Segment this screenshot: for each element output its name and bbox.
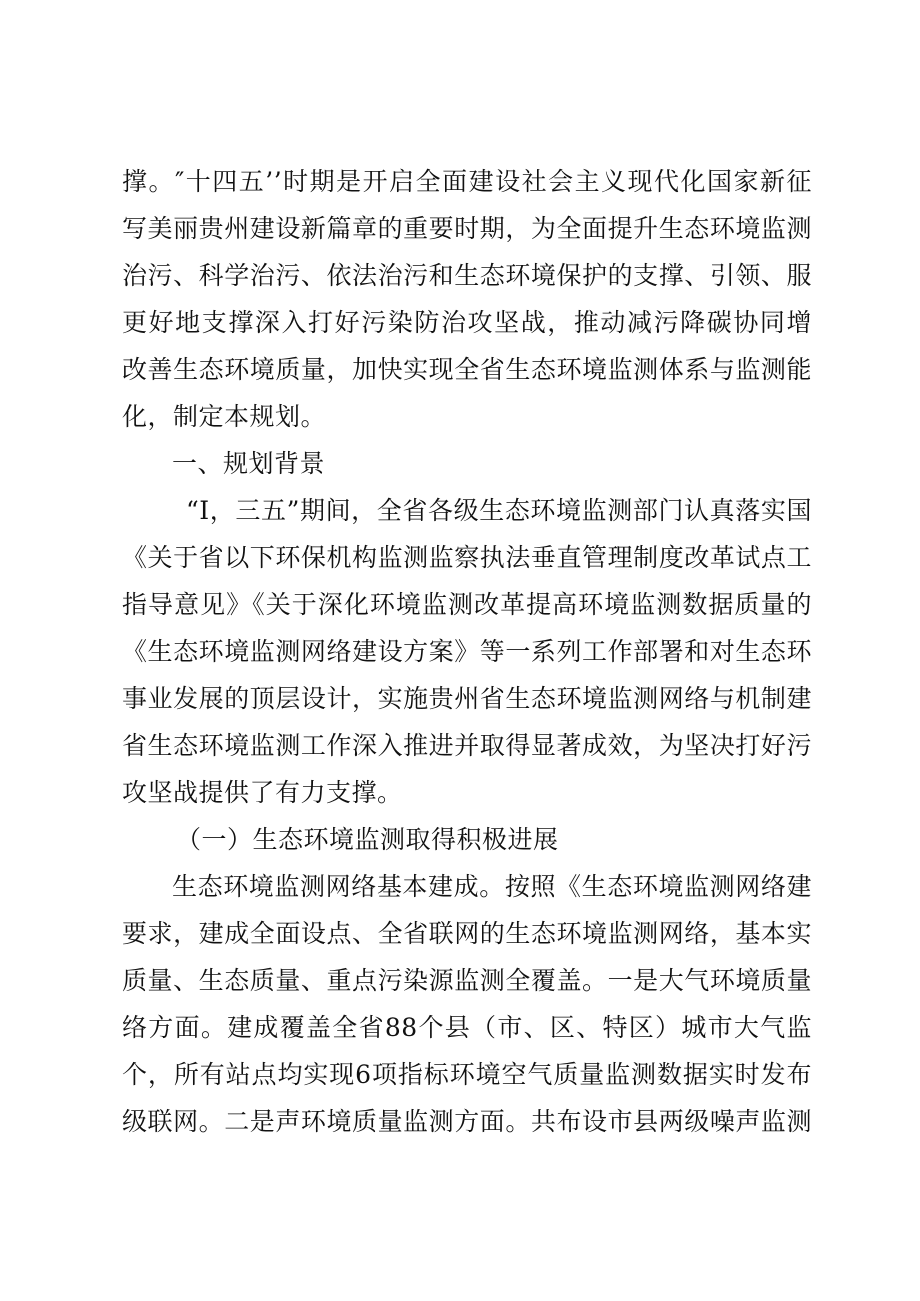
section-heading: 一、规划背景: [172, 449, 326, 478]
paragraph-line: 《生态环境监测网络建设方案》等一系列工作部署和对生态环: [122, 637, 812, 666]
paragraph-line: 更好地支撑深入打好污染防治攻坚战，推动减污降碳协同增: [122, 308, 812, 337]
paragraph-line: 个，所有站点均实现6项指标环境空气质量监测数据实时发布: [122, 1060, 812, 1089]
paragraph-line: 攻坚战提供了有力支撑。: [122, 778, 403, 807]
paragraph-line: 治污、科学治污、依法治污和生态环境保护的支撑、引领、服: [122, 261, 812, 290]
subsection-heading: （一）生态环境监测取得积极进展: [176, 825, 559, 854]
paragraph-line: 省生态环境监测工作深入推进并取得显著成效，为坚决打好污: [122, 731, 812, 760]
paragraph-line: 指导意见》《关于深化环境监测改革提高环境监测数据质量的: [122, 590, 812, 619]
paragraph-line: 改善生态环境质量，加快实现全省生态环境监测体系与监测能: [122, 355, 812, 384]
paragraph-line: 事业发展的顶层设计，实施贵州省生态环境监测网络与机制建: [122, 684, 812, 713]
paragraph-line: 化，制定本规划。: [122, 402, 327, 431]
paragraph-line: 生态环境监测网络基本建成。按照《生态环境监测网络建: [172, 872, 812, 901]
paragraph-line: 络方面。建成覆盖全省88个县（市、区、特区）城市大气监: [122, 1013, 812, 1042]
paragraph-line: 级联网。二是声环境质量监测方面。共布设市县两级噪声监测: [122, 1107, 812, 1136]
paragraph-line: “I，三五”期间，全省各级生态环境监测部门认真落实国: [186, 496, 812, 525]
paragraph-line: 要求，建成全面设点、全省联网的生态环境监测网络，基本实: [122, 919, 812, 948]
paragraph-line: 质量、生态质量、重点污染源监测全覆盖。一是大气环境质量: [122, 966, 812, 995]
paragraph-line: 撑。″十四五’’时期是开启全面建设社会主义现代化国家新征: [122, 167, 812, 196]
paragraph-line: 《关于省以下环保机构监测监察执法垂直管理制度改革试点工: [122, 543, 812, 572]
paragraph-line: 写美丽贵州建设新篇章的重要时期，为全面提升生态环境监测: [122, 214, 812, 243]
